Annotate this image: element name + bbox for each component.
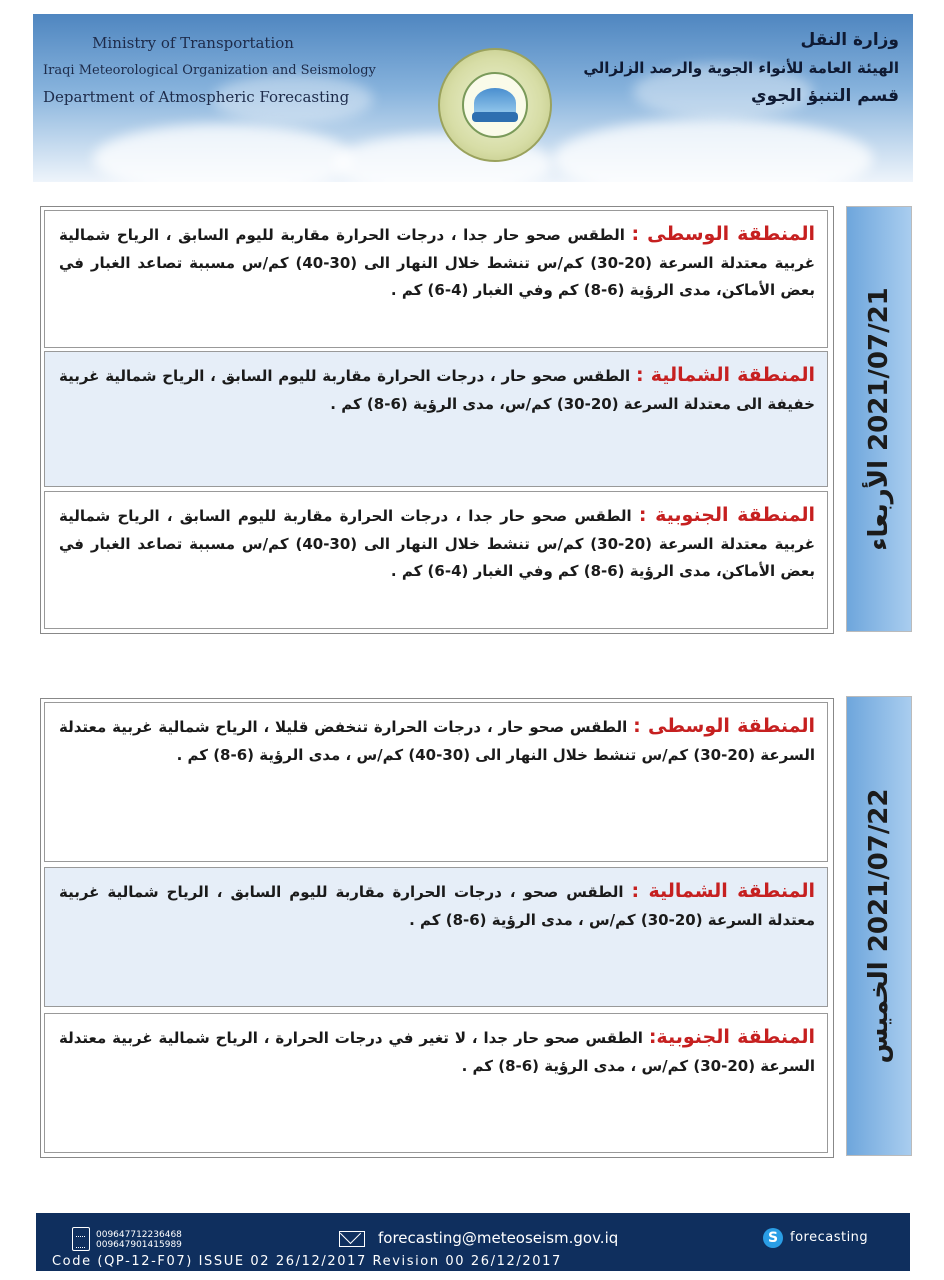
- region-forecast-text: الطقس صحو حار ، درجات الحرارة تنخفض قليلا ، الرياح شمالية غربية معتدلة السرعة (20-30) كم/س تنشط خلال النهار الى (30-40) كم/س ، مدى الرؤية (6-8) كم .: [59, 718, 815, 764]
- ministry-name-en: Ministry of Transportation: [92, 34, 294, 52]
- department-name-ar: قسم التنبؤ الجوي: [751, 86, 899, 106]
- department-name-en: Department of Atmospheric Forecasting: [43, 88, 350, 106]
- email-link[interactable]: forecasting@meteoseism.gov.iq: [378, 1229, 619, 1247]
- region-south-day-1: [44, 491, 828, 629]
- day-2-date-band: [846, 696, 912, 1156]
- region-central-day-1: [44, 210, 828, 348]
- envelope-icon: [339, 1231, 365, 1247]
- phone-numbers: [96, 1230, 182, 1250]
- region-name: المنطقة الجنوبية :: [638, 504, 815, 526]
- region-forecast-text: الطقس صحو ، درجات الحرارة مقاربة لليوم السابق ، الرياح شمالية غربية معتدلة السرعة (20-30) كم/س ، مدى الرؤية (6-8) كم .: [59, 883, 815, 929]
- skype-handle[interactable]: forecasting: [790, 1230, 869, 1245]
- region-south-day-2: [44, 1013, 828, 1153]
- phone-number-2: 009647901415989: [96, 1240, 182, 1250]
- day-2-date-label: 2021/07/22 الخميس: [864, 788, 894, 1064]
- day-1-date-band: [846, 206, 912, 632]
- day-2-forecast: [40, 698, 834, 1158]
- region-name: المنطقة الشمالية :: [635, 364, 815, 386]
- phone-number-1: 009647712236468: [96, 1230, 182, 1240]
- phone-icon: [72, 1227, 90, 1251]
- arabic-heading: [583, 26, 899, 110]
- region-name: المنطقة الوسطى :: [633, 715, 815, 737]
- ministry-name-ar: وزارة النقل: [800, 30, 899, 50]
- footer-contact-bar: [36, 1213, 910, 1271]
- region-name: المنطقة الجنوبية:: [648, 1026, 815, 1048]
- region-forecast-text: الطقس صحو حار جدا ، درجات الحرارة مقاربة لليوم السابق ، الرياح شمالية غربية معتدلة السرعة (20-30) كم/س تنشط خلال النهار الى (30-40) كم/س مسببة تصاعد الغبار في بعض الأماكن، مدى الرؤية (6-8) كم وفي الغبار (4-6) كم .: [59, 226, 815, 299]
- skype-icon: S: [763, 1228, 783, 1248]
- region-central-day-2: [44, 702, 828, 862]
- letterhead: [33, 14, 913, 182]
- region-forecast-text: الطقس صحو حار جدا ، لا تغير في درجات الحرارة ، الرياح شمالية غربية معتدلة السرعة (20-30) كم/س ، مدى الرؤية (6-8) كم .: [59, 1029, 815, 1075]
- organization-name-en: Iraqi Meteorological Organization and Seismology: [43, 63, 376, 78]
- day-1-date-label: 2021/07/21 الأربعاء: [864, 287, 894, 551]
- region-name: المنطقة الشمالية :: [631, 880, 815, 902]
- region-forecast-text: الطقس صحو حار ، درجات الحرارة مقاربة لليوم السابق ، الرياح شمالية غربية خفيفة الى معتدلة السرعة (20-30) كم/س، مدى الرؤية (6-8) كم .: [59, 367, 815, 413]
- region-north-day-1: [44, 351, 828, 487]
- english-heading: [43, 30, 376, 111]
- organization-name-ar: الهيئة العامة للأنواء الجوية والرصد الزلزالي: [583, 59, 899, 77]
- region-name: المنطقة الوسطى :: [631, 223, 815, 245]
- day-1-forecast: [40, 206, 834, 634]
- region-north-day-2: [44, 867, 828, 1007]
- region-forecast-text: الطقس صحو حار جدا ، درجات الحرارة مقاربة لليوم السابق ، الرياح شمالية غربية معتدلة السرعة (20-30) كم/س تنشط خلال النهار الى (30-40) كم/س مسببة تصاعد الغبار في بعض الأماكن، مدى الرؤية (6-8) كم وفي الغبار (4-6) كم .: [59, 507, 815, 580]
- document-code: Code (QP-12-F07) ISSUE 02 26/12/2017 Revision 00 26/12/2017: [52, 1254, 562, 1269]
- organization-logo: [438, 48, 552, 162]
